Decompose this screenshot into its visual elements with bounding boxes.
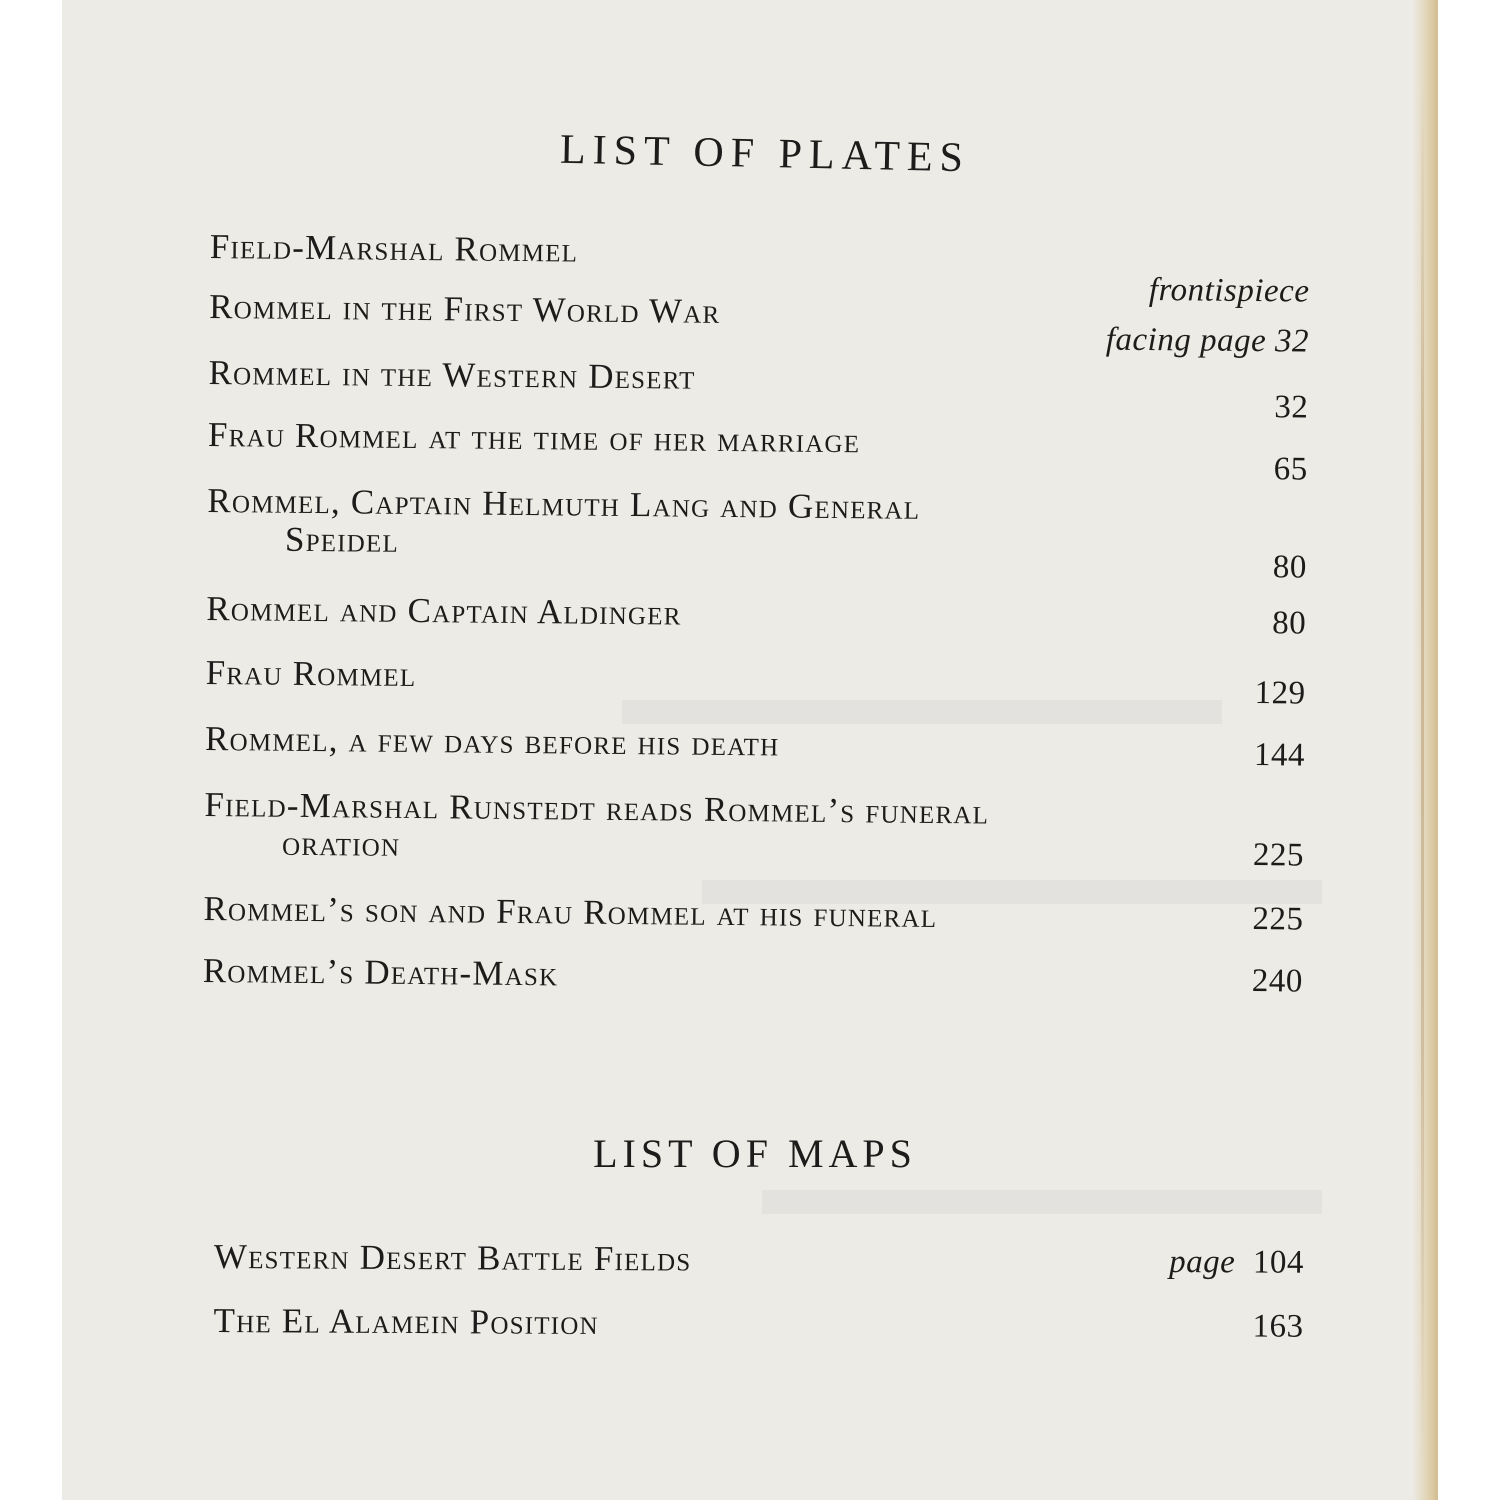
maps-heading: LIST OF MAPS (593, 1131, 917, 1176)
plate-page: facing page 32 (1105, 321, 1310, 360)
plate-page: 225 (1252, 901, 1304, 938)
plate-entry (206, 590, 1307, 665)
plates-heading: LIST OF PLATES (559, 126, 971, 182)
plate-title: Field-Marshal Rommel (209, 227, 579, 270)
plate-entry (202, 952, 1303, 1023)
page-edge (1412, 0, 1438, 1500)
map-page: 163 (1252, 1308, 1304, 1345)
plate-entry (207, 482, 1308, 601)
plate-title: Rommel’s son and Frau Rommel at his funeral (203, 888, 938, 936)
plate-title: Rommel’s Death-Mask (202, 950, 559, 994)
plates-list (202, 228, 1309, 1023)
plate-page: 240 (1251, 963, 1303, 1000)
edge-stain (1421, 80, 1424, 1460)
book-page (62, 0, 1438, 1500)
plate-page: 32 (1274, 389, 1309, 426)
plate-entry (205, 654, 1306, 731)
plate-title: Rommel in the Western Desert (208, 352, 696, 397)
plate-page: 144 (1253, 737, 1306, 774)
plate-title: Rommel in the First World War (209, 286, 721, 331)
plate-page: frontispiece (1148, 272, 1310, 310)
plate-entry (209, 288, 1310, 365)
plate-page: 80 (1272, 549, 1307, 586)
plate-title: Frau Rommel at the time of her marriage (207, 414, 861, 461)
plate-page: 80 (1272, 605, 1307, 642)
map-entry (213, 1302, 1303, 1368)
plate-title: Frau Rommel (205, 652, 417, 695)
map-entry (214, 1238, 1304, 1308)
plate-title: Rommel and Captain Aldinger (206, 588, 682, 633)
plate-title: Rommel, Captain Helmuth Lang and General (207, 480, 921, 527)
maps-list (213, 1238, 1304, 1368)
plate-page: 225 (1252, 837, 1305, 874)
plate-entry (204, 786, 1305, 901)
plate-entry (208, 416, 1309, 493)
plate-title: Rommel, a few days before his death (204, 718, 780, 764)
plate-title-continuation: oration (281, 823, 401, 864)
plate-title-continuation: Speidel (284, 519, 400, 560)
show-through (762, 1190, 1322, 1214)
plate-title: Field-Marshal Runstedt reads Rommel’s funeral (204, 784, 990, 832)
plate-entry (205, 720, 1306, 797)
map-title: The El Alamein Position (213, 1300, 599, 1343)
map-title: Western Desert Battle Fields (213, 1237, 692, 1279)
map-page: page 104 (1169, 1244, 1304, 1281)
plate-page: 65 (1273, 451, 1308, 488)
plate-page: 129 (1254, 675, 1306, 712)
